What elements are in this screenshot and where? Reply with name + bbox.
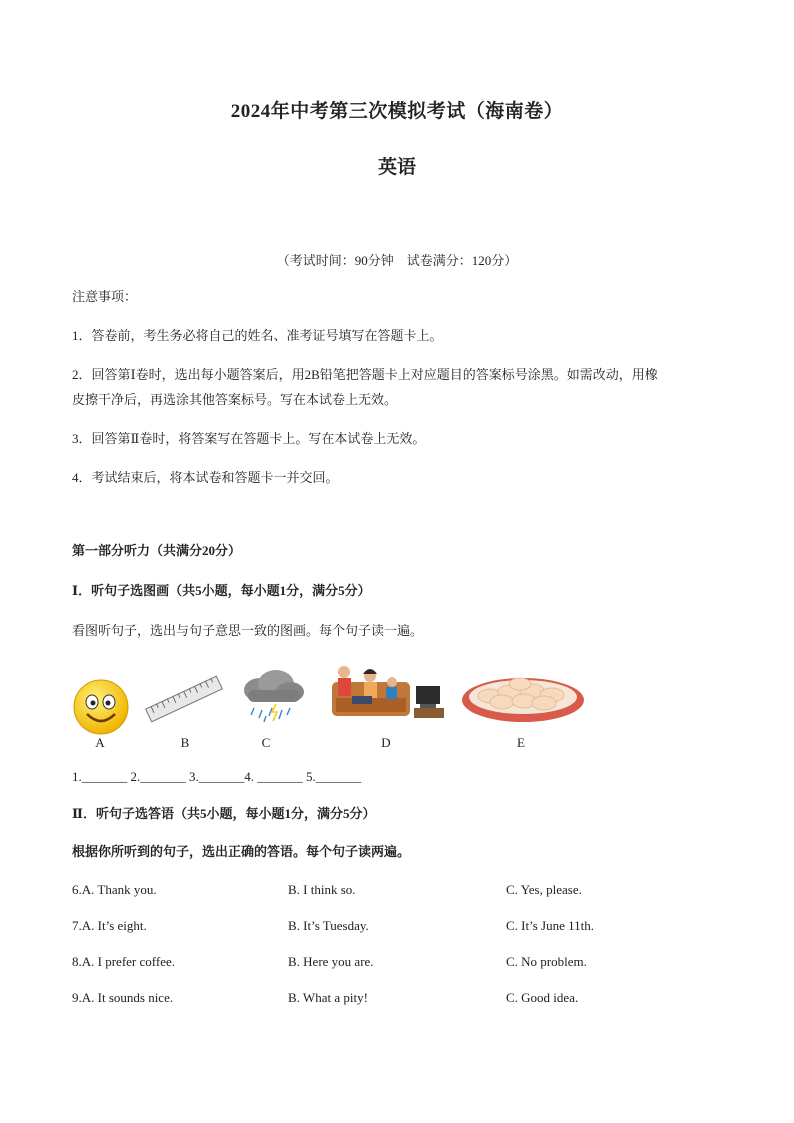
q9-option-c: C. Good idea. (506, 990, 579, 1005)
q6-option-b: B. I think so. (288, 882, 356, 897)
exam-title: 2024年中考第三次模拟考试（海南卷） (230, 101, 564, 122)
q6-option-c: C. Yes, please. (506, 882, 582, 897)
note-item-4: 4．考试结束后，将本试卷和答题卡一并交回。 (72, 470, 339, 485)
q8-option-b: B. Here you are. (288, 954, 374, 969)
picture-label-d: D (381, 735, 391, 750)
note-item-3: 3．回答第Ⅱ卷时，将答案写在答题卡上。写在本试卷上无效。 (72, 431, 426, 446)
q7-option-b: B. It’s Tuesday. (288, 918, 369, 933)
section1-instruction: 看图听句子，选出与句子意思一致的图画。每个句子读一遍。 (72, 623, 424, 638)
smiley-face-icon (72, 678, 130, 736)
picture-label-b: B (180, 735, 190, 750)
q9-option-a: 9.A. It sounds nice. (72, 990, 174, 1005)
ruler-icon (143, 672, 225, 727)
part1-heading: 第一部分听力（共满分20分） (72, 543, 242, 558)
note-item-2: 2．回答第Ⅰ卷时，选出每小题答案后，用2B铅笔把答题卡上对应题目的答案标号涂黑。如需改动，用橡 (72, 367, 658, 382)
q6-option-a: 6.A. Thank you. (72, 882, 157, 897)
dumplings-plate-icon (460, 664, 586, 724)
rain-cloud-icon (238, 668, 306, 726)
q7-option-a: 7.A. It’s eight. (72, 918, 147, 933)
picture-label-c: C (261, 735, 271, 750)
picture-label-e: E (517, 735, 525, 750)
subject-title: 英语 (377, 157, 416, 178)
q7-option-c: C. It’s June 11th. (506, 918, 594, 933)
answer-blanks: 1._______ 2._______ 3._______4. _______ 5._______ (72, 769, 362, 784)
section2-instruction: 根据你所听到的句子，选出正确的答语。每个句子读两遍。 (72, 844, 411, 859)
section2-title: Ⅱ．听句子选答语（共5小题，每小题1分，满分5分） (72, 806, 376, 821)
note-item-1: 1．答卷前，考生务必将自己的姓名、准考证号填写在答题卡上。 (72, 328, 443, 343)
notes-heading: 注意事项： (72, 289, 138, 304)
section1-title: Ⅰ．听句子选图画（共5小题，每小题1分，满分5分） (72, 583, 371, 598)
family-watching-tv-icon (330, 660, 446, 724)
q9-option-b: B. What a pity! (288, 990, 368, 1005)
picture-label-a: A (95, 735, 105, 750)
q8-option-a: 8.A. I prefer coffee. (72, 954, 175, 969)
q8-option-c: C. No problem. (506, 954, 587, 969)
exam-meta: （考试时间：90分钟 试卷满分：120分） (276, 253, 518, 268)
note-item-2-cont: 皮擦干净后，再选涂其他答案标号。写在本试卷上无效。 (72, 392, 398, 407)
